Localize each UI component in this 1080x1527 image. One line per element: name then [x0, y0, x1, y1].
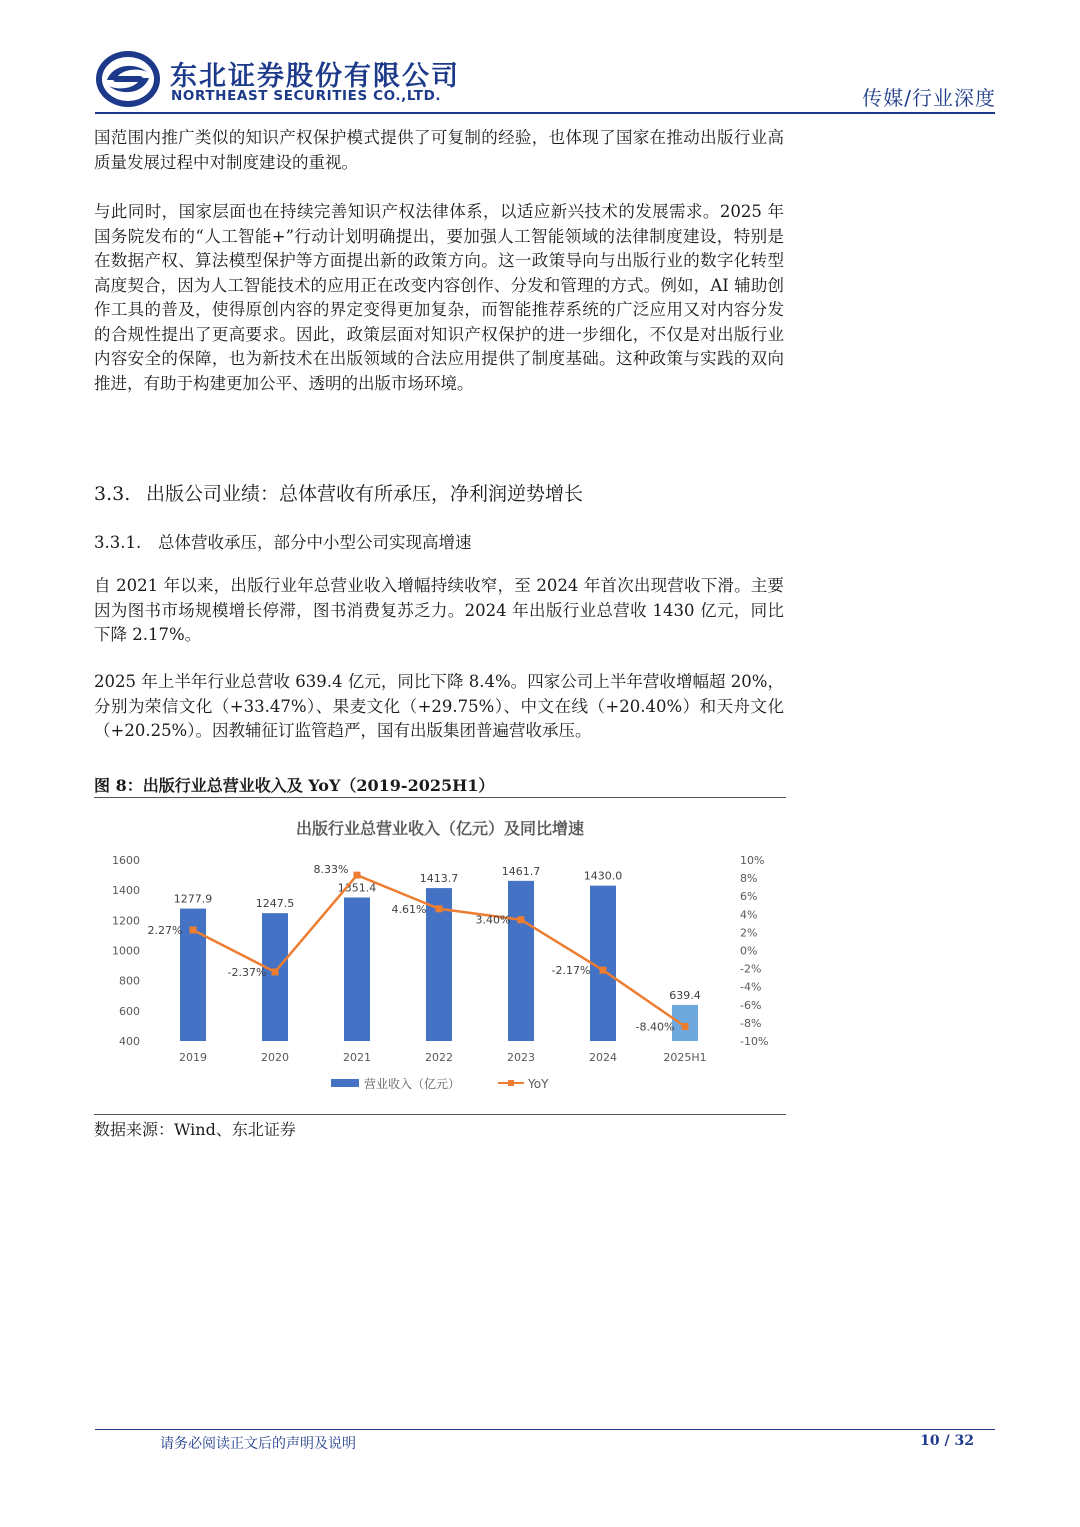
paragraph-4: 2025 年上半年行业总营收 639.4 亿元，同比下降 8.4%。四家公司上半年营收增幅超 20%，分别为荣信文化（+33.47%）、果麦文化（+29.75%）、中文在线（+20.40%）和天舟文化（+20.25%）。因教辅征订监管趋严，国有出版集团普遍营收承压。 — [94, 672, 784, 740]
x-tick-label: 2020 — [261, 1051, 289, 1064]
y-left-tick-label: 1000 — [112, 944, 140, 958]
yoy-point — [436, 905, 443, 912]
y-right-tick-label: 8% — [740, 872, 758, 886]
yoy-point — [600, 967, 607, 974]
y-left-tick-label: 1600 — [112, 854, 140, 867]
yoy-data-label: -2.37% — [227, 965, 267, 979]
figure-top-rule — [94, 797, 786, 798]
subsection-title: 总体营收承压，部分中小型公司实现高增速 — [158, 533, 472, 552]
header-divider — [95, 112, 995, 114]
paragraph-2: 与此同时，国家层面也在持续完善知识产权法律体系，以适应新兴技术的发展需求。2025 年国务院发布的“人工智能+”行动计划明确提出，要加强人工智能领域的法律制度建设，特别是在数据产权、算法模型保护等方面提出新的政策方向。这一政策导向与出版行业的数字化转型高度契合，因为人工智能技术的应用正在改变内容创作、分发和管理的方式。例如，AI 辅助创作工具的普及，使得原创内容的界定变得更加复杂，而智能推荐系统的广泛应用又对内容分发的合规性提出了更高要求。因此，政策层面对知识产权保护的进一步细化，不仅是对出版行业内容安全的保障，也为新技术在出版领域的合法应用提供了制度基础。这种政策与实践的双向推进，有助于构建更加公平、透明的出版市场环境。 — [94, 202, 784, 393]
bar-data-label: 639.4 — [669, 988, 701, 1002]
company-name-en: NORTHEAST SECURITIES CO.,LTD. — [171, 88, 442, 104]
y-right-tick-label: -6% — [740, 998, 762, 1012]
footer-notice: 请务必阅读正文后的声明及说明 — [160, 1436, 356, 1452]
y-right-tick-label: 2% — [740, 926, 758, 940]
company-name-cn: 东北证券股份有限公司 — [170, 61, 460, 92]
legend-bar-label: 营业收入（亿元） — [364, 1077, 461, 1091]
paragraph-3: 自 2021 年以来，出版行业年总营业收入增幅持续收窄，至 2024 年首次出现营收下滑。主要因为图书市场规模增长停滞，图书消费复苏乏力。2024 年出版行业总营收 1430 亿元，同比下降 2.17%。 — [94, 576, 784, 644]
section-heading — [94, 479, 583, 506]
bar-data-label: 1247.5 — [255, 897, 295, 911]
x-tick-label: 2023 — [507, 1051, 535, 1064]
x-tick-label: 2019 — [179, 1051, 207, 1064]
paragraph-1: 国范围内推广类似的知识产权保护模式提供了可复制的经验，也体现了国家在推动出版行业高质量发展过程中对制度建设的重视。 — [94, 128, 784, 172]
yoy-point — [272, 968, 279, 975]
y-right-tick-label: 6% — [740, 890, 758, 904]
section-number: 3.3. — [94, 483, 131, 505]
figure-caption: 图 8：出版行业总营业收入及 YoY（2019-2025H1） — [94, 776, 495, 795]
bar — [508, 881, 534, 1041]
section-title: 出版公司业绩：总体营收有所承压，净利润逆势增长 — [146, 483, 584, 505]
yoy-point — [682, 1023, 689, 1030]
bar — [672, 1005, 698, 1041]
yoy-data-label: -8.40% — [635, 1020, 675, 1034]
y-right-tick-label: -2% — [740, 962, 762, 976]
y-left-tick-label: 1400 — [112, 884, 140, 898]
company-logo — [95, 50, 161, 108]
yoy-point — [354, 872, 361, 879]
subsection-number: 3.3.1. — [94, 533, 142, 552]
x-tick-label: 2022 — [425, 1051, 453, 1064]
y-left-tick-label: 800 — [119, 974, 140, 988]
report-category: 传媒/行业深度 — [862, 86, 996, 110]
yoy-data-label: 2.27% — [147, 923, 183, 937]
bar-data-label: 1413.7 — [419, 872, 459, 886]
chart-title: 出版行业总营业收入（亿元）及同比增速 — [295, 819, 585, 838]
yoy-point — [190, 926, 197, 933]
yoy-data-label: -2.17% — [551, 964, 591, 978]
y-right-tick-label: 10% — [740, 854, 765, 867]
bar-data-label: 1461.7 — [501, 864, 541, 878]
legend-bar-swatch — [331, 1079, 359, 1087]
footer-divider — [95, 1429, 995, 1430]
y-left-tick-label: 400 — [119, 1035, 140, 1048]
x-tick-label: 2025H1 — [663, 1051, 707, 1064]
y-right-tick-label: 0% — [740, 944, 758, 958]
yoy-data-label: 4.61% — [391, 902, 427, 916]
bar-data-label: 1430.0 — [583, 869, 623, 883]
legend-line-marker — [508, 1080, 514, 1086]
figure-source: 数据来源：Wind、东北证券 — [94, 1120, 296, 1139]
bar-data-label: 1277.9 — [173, 892, 213, 906]
yoy-data-label: 3.40% — [475, 913, 511, 927]
revenue-yoy-chart — [94, 800, 786, 1112]
x-tick-label: 2024 — [589, 1051, 617, 1064]
figure-bottom-rule — [94, 1114, 786, 1115]
y-right-tick-label: 4% — [740, 908, 758, 922]
subsection-heading — [94, 529, 472, 553]
page-number: 10 / 32 — [920, 1433, 974, 1449]
yoy-data-label: 8.33% — [313, 863, 349, 877]
y-left-tick-label: 1200 — [112, 914, 140, 928]
yoy-point — [518, 916, 525, 923]
y-right-tick-label: -4% — [740, 980, 762, 994]
bar-data-label: 1351.4 — [337, 881, 377, 895]
y-left-tick-label: 600 — [119, 1004, 140, 1018]
legend-line-label: YoY — [528, 1077, 549, 1091]
y-right-tick-label: -8% — [740, 1016, 762, 1030]
bar — [344, 897, 370, 1041]
x-tick-label: 2021 — [343, 1051, 371, 1064]
y-right-tick-label: -10% — [740, 1035, 769, 1048]
